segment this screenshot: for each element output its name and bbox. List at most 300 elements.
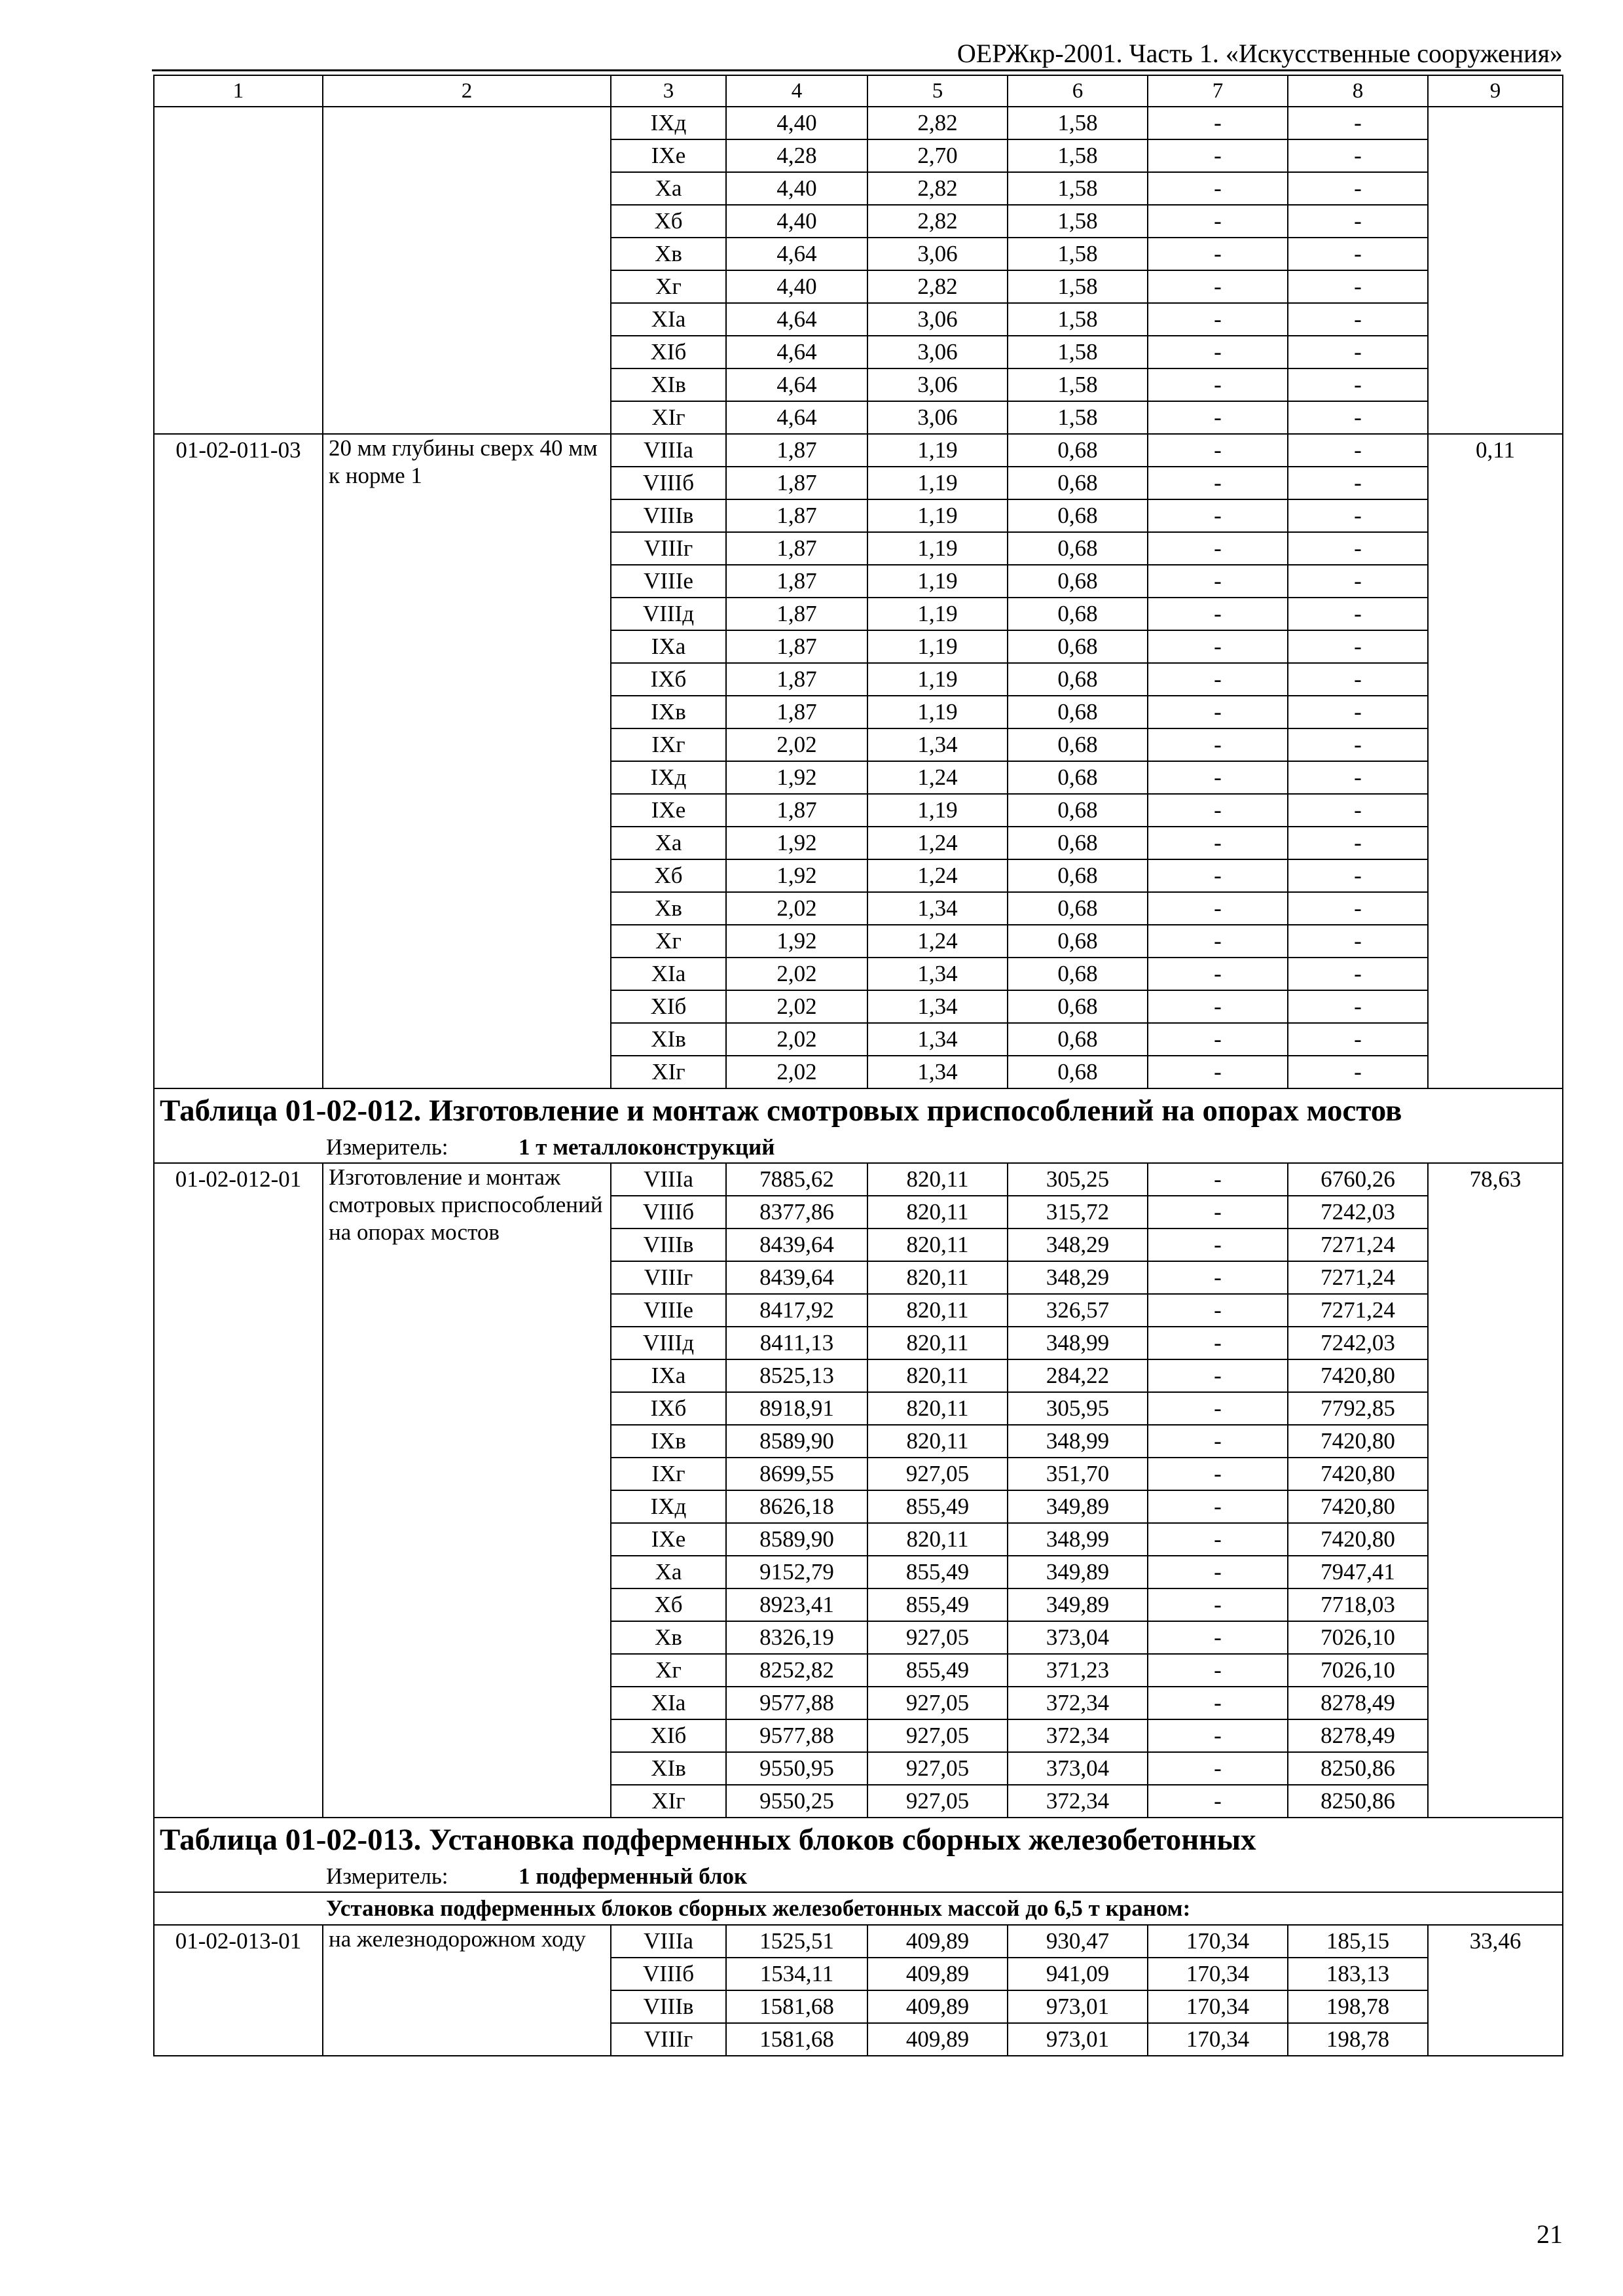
cell-value: 1,19 <box>867 598 1008 630</box>
cell-value: - <box>1288 107 1428 139</box>
norm-description: Изготовление и монтаж смотровых приспособлений на опорах мостов <box>323 1163 611 1818</box>
cell-value: 7242,03 <box>1288 1327 1428 1359</box>
cell-value: - <box>1148 1458 1288 1490</box>
cell-value: - <box>1148 270 1288 303</box>
zone-code: VIIIа <box>611 1163 726 1196</box>
norm-description: 20 мм глубины сверх 40 мм к норме 1 <box>323 434 611 1088</box>
cell-value: 9577,88 <box>726 1719 867 1752</box>
cell-value: - <box>1288 761 1428 794</box>
zone-code: VIIIа <box>611 1925 726 1958</box>
cell-value: 4,40 <box>726 172 867 205</box>
norm-description: на железнодорожном ходу <box>323 1925 611 2056</box>
cell-value: 1,34 <box>867 990 1008 1023</box>
zone-code: VIIIг <box>611 1261 726 1294</box>
table-row <box>154 434 1563 467</box>
zone-code: XIа <box>611 1687 726 1719</box>
table-row <box>154 107 1563 139</box>
cell-value: - <box>1148 336 1288 368</box>
cell-value: 1,87 <box>726 467 867 499</box>
cell-value: 348,29 <box>1008 1229 1148 1261</box>
cell-value: 7792,85 <box>1288 1392 1428 1425</box>
meter-value: 1 т металлоконструкций <box>519 1134 775 1160</box>
cell-value: 1,24 <box>867 859 1008 892</box>
cell-value: 9152,79 <box>726 1556 867 1588</box>
cell-value: 8417,92 <box>726 1294 867 1327</box>
cell-value: 1,19 <box>867 663 1008 696</box>
column-number: 7 <box>1148 75 1288 107</box>
cell-value: - <box>1148 663 1288 696</box>
header-rule <box>152 69 1561 71</box>
cell-value: 373,04 <box>1008 1621 1148 1654</box>
cell-value: 820,11 <box>867 1261 1008 1294</box>
cell-value: 348,99 <box>1008 1523 1148 1556</box>
column-9-value: 0,11 <box>1428 434 1563 1088</box>
cell-value: - <box>1148 1392 1288 1425</box>
cell-value: 8626,18 <box>726 1490 867 1523</box>
cell-value: 1,24 <box>867 827 1008 859</box>
cell-value: 1,19 <box>867 630 1008 663</box>
cell-value: 409,89 <box>867 1958 1008 1990</box>
column-9-value: 78,63 <box>1428 1163 1563 1818</box>
cell-value: - <box>1288 499 1428 532</box>
zone-code: Xг <box>611 270 726 303</box>
cell-value: 1,34 <box>867 892 1008 925</box>
cell-value: 930,47 <box>1008 1925 1148 1958</box>
cell-value: 1,87 <box>726 696 867 728</box>
cell-value: - <box>1288 859 1428 892</box>
cell-value: 348,99 <box>1008 1425 1148 1458</box>
cell-value: 349,89 <box>1008 1556 1148 1588</box>
cell-value: 8377,86 <box>726 1196 867 1229</box>
cell-value: - <box>1148 139 1288 172</box>
zone-code: XIг <box>611 401 726 434</box>
zone-code: VIIIа <box>611 434 726 467</box>
cell-value: 0,68 <box>1008 958 1148 990</box>
zone-code: IXе <box>611 794 726 827</box>
cell-value: 0,68 <box>1008 532 1148 565</box>
cell-value: 170,34 <box>1148 1925 1288 1958</box>
cell-value: 6760,26 <box>1288 1163 1428 1196</box>
cell-value: - <box>1288 238 1428 270</box>
cell-value: 409,89 <box>867 1925 1008 1958</box>
zone-code: XIг <box>611 1056 726 1088</box>
cell-value: - <box>1148 794 1288 827</box>
column-number-row <box>154 75 1563 107</box>
cell-value: 1,58 <box>1008 336 1148 368</box>
cell-value: 409,89 <box>867 2023 1008 2056</box>
cell-value: 0,68 <box>1008 1056 1148 1088</box>
cell-value: 927,05 <box>867 1621 1008 1654</box>
cell-value: 7885,62 <box>726 1163 867 1196</box>
cell-value: 927,05 <box>867 1719 1008 1752</box>
cell-value: 973,01 <box>1008 1990 1148 2023</box>
zone-code: IXг <box>611 728 726 761</box>
cell-value: - <box>1148 1163 1288 1196</box>
cell-value: 1,19 <box>867 434 1008 467</box>
cell-value: 0,68 <box>1008 696 1148 728</box>
cell-value: 4,40 <box>726 270 867 303</box>
zone-code: IXе <box>611 1523 726 1556</box>
cell-value: - <box>1288 532 1428 565</box>
cell-value: - <box>1148 1023 1288 1056</box>
cell-value: - <box>1148 696 1288 728</box>
zone-code: XIа <box>611 303 726 336</box>
norm-description <box>323 107 611 434</box>
cell-value: - <box>1288 990 1428 1023</box>
column-9-value <box>1428 107 1563 434</box>
cell-value: 4,28 <box>726 139 867 172</box>
cell-value: 820,11 <box>867 1425 1008 1458</box>
table-title: Таблица 01-02-013. Установка подферменных блоков сборных железобетонных <box>160 1823 1256 1857</box>
cell-value: - <box>1288 728 1428 761</box>
cell-value: 7271,24 <box>1288 1294 1428 1327</box>
zone-code: VIIIв <box>611 1990 726 2023</box>
cell-value: 8411,13 <box>726 1327 867 1359</box>
cell-value: 0,68 <box>1008 794 1148 827</box>
cell-value: 7242,03 <box>1288 1196 1428 1229</box>
cell-value: 348,99 <box>1008 1327 1148 1359</box>
cell-value: - <box>1148 1056 1288 1088</box>
cell-value: - <box>1288 958 1428 990</box>
cell-value: 1,58 <box>1008 172 1148 205</box>
cell-value: - <box>1148 728 1288 761</box>
cell-value: - <box>1288 925 1428 958</box>
cell-value: 1,58 <box>1008 107 1148 139</box>
column-number: 5 <box>867 75 1008 107</box>
cell-value: 820,11 <box>867 1523 1008 1556</box>
cell-value: - <box>1288 630 1428 663</box>
zone-code: IXд <box>611 1490 726 1523</box>
cell-value: 1,34 <box>867 958 1008 990</box>
cell-value: 855,49 <box>867 1654 1008 1687</box>
price-table <box>153 75 1563 2056</box>
running-header: ОЕРЖкр-2001. Часть 1. «Искусственные сооружения» <box>957 39 1563 68</box>
cell-value: 3,06 <box>867 401 1008 434</box>
cell-value: - <box>1148 1752 1288 1785</box>
cell-value: 4,40 <box>726 205 867 238</box>
cell-value: 170,34 <box>1148 2023 1288 2056</box>
zone-code: XIб <box>611 1719 726 1752</box>
cell-value: 349,89 <box>1008 1490 1148 1523</box>
zone-code: Xг <box>611 1654 726 1687</box>
cell-value: 941,09 <box>1008 1958 1148 1990</box>
cell-value: - <box>1148 1359 1288 1392</box>
cell-value: - <box>1148 368 1288 401</box>
cell-value: 409,89 <box>867 1990 1008 2023</box>
cell-value: 820,11 <box>867 1327 1008 1359</box>
cell-value: 198,78 <box>1288 1990 1428 2023</box>
zone-code: Xг <box>611 925 726 958</box>
cell-value: - <box>1288 598 1428 630</box>
cell-value: 315,72 <box>1008 1196 1148 1229</box>
cell-value: 1,58 <box>1008 303 1148 336</box>
cell-value: 855,49 <box>867 1556 1008 1588</box>
cell-value: - <box>1288 794 1428 827</box>
cell-value: 1,58 <box>1008 139 1148 172</box>
cell-value: 1,24 <box>867 761 1008 794</box>
cell-value: - <box>1148 630 1288 663</box>
cell-value: 9577,88 <box>726 1687 867 1719</box>
cell-value: 820,11 <box>867 1392 1008 1425</box>
cell-value: - <box>1148 1425 1288 1458</box>
cell-value: 3,06 <box>867 303 1008 336</box>
cell-value: 1,58 <box>1008 205 1148 238</box>
cell-value: 4,64 <box>726 336 867 368</box>
cell-value: 7420,80 <box>1288 1458 1428 1490</box>
cell-value: 8525,13 <box>726 1359 867 1392</box>
zone-code: Xв <box>611 892 726 925</box>
cell-value: - <box>1148 467 1288 499</box>
meter-value: 1 подферменный блок <box>519 1863 748 1889</box>
cell-value: 1,87 <box>726 565 867 598</box>
cell-value: 973,01 <box>1008 2023 1148 2056</box>
cell-value: 7420,80 <box>1288 1425 1428 1458</box>
cell-value: - <box>1288 434 1428 467</box>
cell-value: - <box>1288 696 1428 728</box>
zone-code: XIа <box>611 958 726 990</box>
cell-value: - <box>1288 303 1428 336</box>
cell-value: - <box>1148 1785 1288 1818</box>
cell-value: 1,92 <box>726 827 867 859</box>
cell-value: - <box>1148 1523 1288 1556</box>
meter-label: Измеритель: <box>326 1863 448 1889</box>
cell-value: 0,68 <box>1008 859 1148 892</box>
cell-value: 1,34 <box>867 1056 1008 1088</box>
table-row <box>154 1163 1563 1196</box>
cell-value: 4,64 <box>726 368 867 401</box>
subheading-row <box>154 1892 1563 1925</box>
table-title: Таблица 01-02-012. Изготовление и монтаж смотровых приспособлений на опорах мостов <box>160 1094 1402 1128</box>
cell-value: - <box>1288 368 1428 401</box>
cell-value: - <box>1148 1588 1288 1621</box>
cell-value: 1,87 <box>726 532 867 565</box>
column-number: 9 <box>1428 75 1563 107</box>
norm-code <box>154 107 323 434</box>
cell-value: 372,34 <box>1008 1785 1148 1818</box>
cell-value: - <box>1148 401 1288 434</box>
cell-value: 7718,03 <box>1288 1588 1428 1621</box>
cell-value: 927,05 <box>867 1458 1008 1490</box>
cell-value: 1,87 <box>726 663 867 696</box>
zone-code: XIв <box>611 368 726 401</box>
cell-value: 7271,24 <box>1288 1261 1428 1294</box>
cell-value: - <box>1148 990 1288 1023</box>
zone-code: VIIIв <box>611 1229 726 1261</box>
zone-code: VIIIд <box>611 598 726 630</box>
cell-value: 8439,64 <box>726 1229 867 1261</box>
zone-code: IXв <box>611 696 726 728</box>
norm-code: 01-02-011-03 <box>154 434 323 1088</box>
table-title-row <box>154 1088 1563 1132</box>
cell-value: 820,11 <box>867 1359 1008 1392</box>
cell-value: 0,68 <box>1008 761 1148 794</box>
cell-value: 7026,10 <box>1288 1621 1428 1654</box>
cell-value: 326,57 <box>1008 1294 1148 1327</box>
cell-value: 4,64 <box>726 401 867 434</box>
cell-value: 1,92 <box>726 925 867 958</box>
cell-value: 1,19 <box>867 794 1008 827</box>
zone-code: VIIIе <box>611 1294 726 1327</box>
cell-value: - <box>1288 565 1428 598</box>
cell-value: 2,82 <box>867 172 1008 205</box>
zone-code: XIг <box>611 1785 726 1818</box>
column-number: 3 <box>611 75 726 107</box>
cell-value: - <box>1148 1327 1288 1359</box>
cell-value: - <box>1148 205 1288 238</box>
cell-value: - <box>1148 827 1288 859</box>
cell-value: 3,06 <box>867 336 1008 368</box>
cell-value: 0,68 <box>1008 630 1148 663</box>
cell-value: 170,34 <box>1148 1990 1288 2023</box>
cell-value: 855,49 <box>867 1490 1008 1523</box>
cell-value: 1,19 <box>867 499 1008 532</box>
cell-value: 8278,49 <box>1288 1687 1428 1719</box>
cell-value: - <box>1148 172 1288 205</box>
cell-value: 305,25 <box>1008 1163 1148 1196</box>
cell-value: 0,68 <box>1008 434 1148 467</box>
zone-code: IXб <box>611 663 726 696</box>
cell-value: 1,19 <box>867 532 1008 565</box>
cell-value: - <box>1148 859 1288 892</box>
cell-value: 820,11 <box>867 1163 1008 1196</box>
table-title-row <box>154 1818 1563 1861</box>
zone-code: VIIIв <box>611 499 726 532</box>
cell-value: 2,02 <box>726 1056 867 1088</box>
cell-value: 1,34 <box>867 1023 1008 1056</box>
cell-value: 927,05 <box>867 1687 1008 1719</box>
cell-value: 820,11 <box>867 1196 1008 1229</box>
zone-code: Xа <box>611 172 726 205</box>
zone-code: Xб <box>611 1588 726 1621</box>
cell-value: 7271,24 <box>1288 1229 1428 1261</box>
column-9-value: 33,46 <box>1428 1925 1563 2056</box>
cell-value: 348,29 <box>1008 1261 1148 1294</box>
cell-value: 7420,80 <box>1288 1359 1428 1392</box>
cell-value: 3,06 <box>867 238 1008 270</box>
cell-value: 2,02 <box>726 958 867 990</box>
cell-value: - <box>1148 1654 1288 1687</box>
column-number: 2 <box>323 75 611 107</box>
cell-value: - <box>1288 1056 1428 1088</box>
zone-code: IXв <box>611 1425 726 1458</box>
cell-value: 8252,82 <box>726 1654 867 1687</box>
cell-value: 305,95 <box>1008 1392 1148 1425</box>
cell-value: 7420,80 <box>1288 1490 1428 1523</box>
cell-value: 0,68 <box>1008 598 1148 630</box>
cell-value: 1,92 <box>726 761 867 794</box>
zone-code: Xа <box>611 827 726 859</box>
cell-value: 2,82 <box>867 205 1008 238</box>
cell-value: 170,34 <box>1148 1958 1288 1990</box>
cell-value: - <box>1148 598 1288 630</box>
cell-value: 0,68 <box>1008 1023 1148 1056</box>
cell-value: 0,68 <box>1008 892 1148 925</box>
cell-value: 4,64 <box>726 303 867 336</box>
zone-code: VIIIб <box>611 467 726 499</box>
cell-value: 371,23 <box>1008 1654 1148 1687</box>
cell-value: - <box>1288 336 1428 368</box>
column-number: 6 <box>1008 75 1148 107</box>
cell-value: 8589,90 <box>726 1523 867 1556</box>
cell-value: - <box>1288 205 1428 238</box>
cell-value: 1,87 <box>726 598 867 630</box>
cell-value: 1525,51 <box>726 1925 867 1958</box>
cell-value: 4,64 <box>726 238 867 270</box>
cell-value: 2,82 <box>867 270 1008 303</box>
cell-value: 2,82 <box>867 107 1008 139</box>
cell-value: 3,06 <box>867 368 1008 401</box>
cell-value: - <box>1148 958 1288 990</box>
cell-value: 373,04 <box>1008 1752 1148 1785</box>
zone-code: VIIIг <box>611 532 726 565</box>
cell-value: 0,68 <box>1008 925 1148 958</box>
cell-value: 927,05 <box>867 1785 1008 1818</box>
cell-value: 1,34 <box>867 728 1008 761</box>
cell-value: - <box>1288 827 1428 859</box>
cell-value: 198,78 <box>1288 2023 1428 2056</box>
zone-code: IXе <box>611 139 726 172</box>
table-row <box>154 1925 1563 1958</box>
cell-value: 1,24 <box>867 925 1008 958</box>
subheading: Установка подферменных блоков сборных железобетонных массой до 6,5 т краном: <box>326 1895 1191 1921</box>
cell-value: 1,58 <box>1008 270 1148 303</box>
cell-value: 9550,95 <box>726 1752 867 1785</box>
cell-value: 372,34 <box>1008 1719 1148 1752</box>
zone-code: Xа <box>611 1556 726 1588</box>
cell-value: 1581,68 <box>726 2023 867 2056</box>
cell-value: 0,68 <box>1008 663 1148 696</box>
cell-value: 8923,41 <box>726 1588 867 1621</box>
cell-value: 0,68 <box>1008 827 1148 859</box>
cell-value: - <box>1148 1196 1288 1229</box>
zone-code: IXа <box>611 1359 726 1392</box>
cell-value: - <box>1148 499 1288 532</box>
cell-value: 351,70 <box>1008 1458 1148 1490</box>
cell-value: - <box>1288 1023 1428 1056</box>
column-number: 4 <box>726 75 867 107</box>
cell-value: 1,58 <box>1008 368 1148 401</box>
cell-value: 284,22 <box>1008 1359 1148 1392</box>
cell-value: 185,15 <box>1288 1925 1428 1958</box>
zone-code: VIIIг <box>611 2023 726 2056</box>
cell-value: 2,02 <box>726 728 867 761</box>
cell-value: 0,68 <box>1008 565 1148 598</box>
cell-value: 1,87 <box>726 434 867 467</box>
zone-code: XIб <box>611 336 726 368</box>
zone-code: Xб <box>611 205 726 238</box>
cell-value: 0,68 <box>1008 728 1148 761</box>
cell-value: 8250,86 <box>1288 1785 1428 1818</box>
meter-row <box>154 1861 1563 1892</box>
cell-value: 7420,80 <box>1288 1523 1428 1556</box>
cell-value: 8918,91 <box>726 1392 867 1425</box>
cell-value: - <box>1288 892 1428 925</box>
cell-value: - <box>1288 467 1428 499</box>
zone-code: IXд <box>611 107 726 139</box>
cell-value: - <box>1148 303 1288 336</box>
cell-value: 1,19 <box>867 565 1008 598</box>
cell-value: 2,02 <box>726 1023 867 1056</box>
cell-value: 820,11 <box>867 1229 1008 1261</box>
zone-code: VIIIе <box>611 565 726 598</box>
cell-value: - <box>1148 761 1288 794</box>
cell-value: 1,19 <box>867 696 1008 728</box>
cell-value: 8589,90 <box>726 1425 867 1458</box>
cell-value: - <box>1148 532 1288 565</box>
zone-code: IXа <box>611 630 726 663</box>
zone-code: Xв <box>611 238 726 270</box>
cell-value: 8278,49 <box>1288 1719 1428 1752</box>
